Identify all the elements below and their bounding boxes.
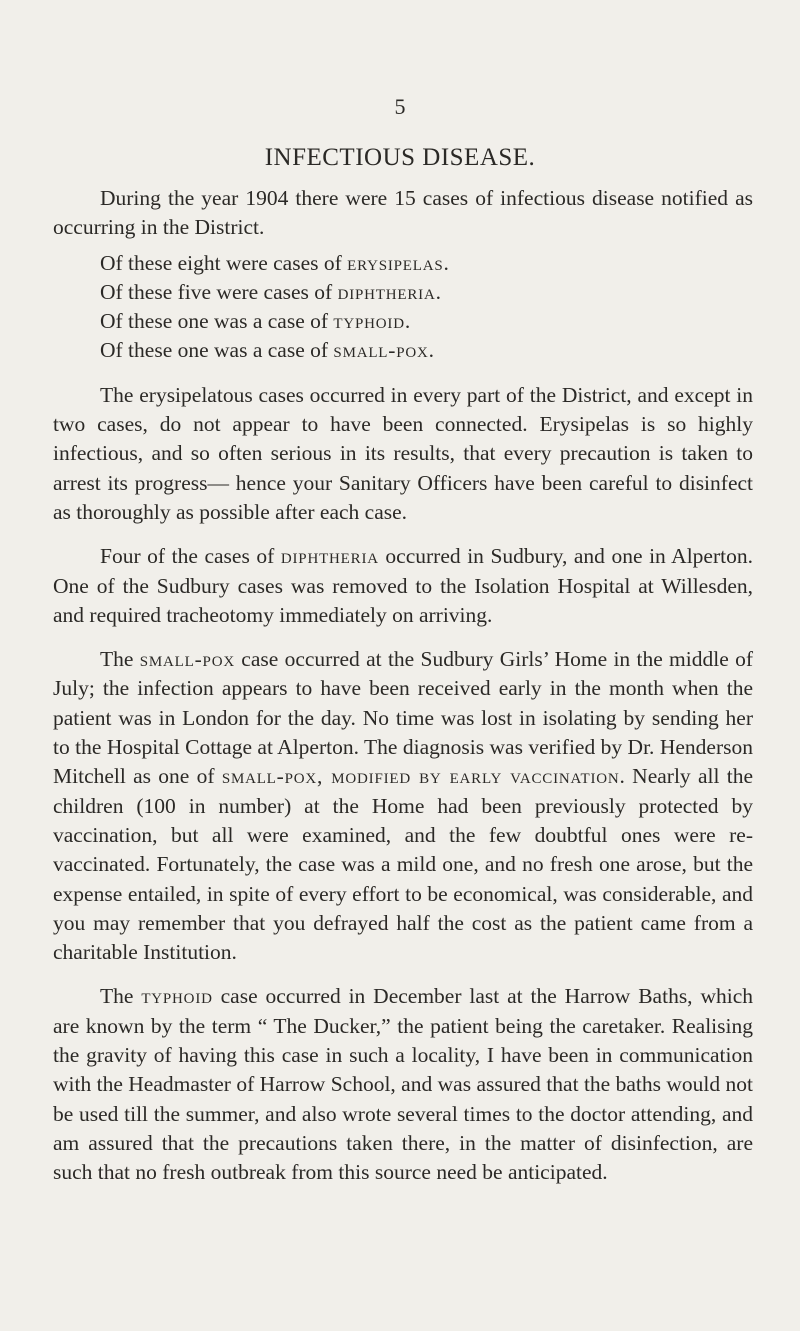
case-prefix: Of these eight were cases of (100, 250, 348, 275)
case-suffix: . (435, 279, 441, 304)
typhoid-paragraph (53, 982, 753, 1187)
case-prefix: Of these one was a case of (100, 338, 334, 363)
case-prefix: Of these one was a case of (100, 309, 334, 334)
case-suffix: . (428, 338, 435, 363)
case-prefix: Of these five were cases of (100, 279, 338, 304)
case-line-erysipelas (53, 249, 753, 278)
erysipelas-paragraph: The erysipelatous cases occurred in every part of the District, and except in two cases, do not appear to have been connected. Erysipelas is so highly infectious, and so often serious in its results, that every precaution is taken to arrest its progress— hence your Sanitary Officers have been careful to disinfect as thoroughly as possible after each case. (53, 382, 753, 524)
text-run: case occurred in December last at the Harrow Baths, which are known by the term “ The Ducker,” the patient being the caretaker. Realising the gravity of having this case in such a locality, I have been in communication with the Headmaster of Harrow School, and was assured that the baths would not be used till the summer, and also wrote several times to the doctor attending, and am assured that the precautions taken there, in the matter of disinfection, are such that no fresh outbreak from this source need be anticipated. (53, 984, 753, 1185)
case-line-diphtheria (53, 278, 753, 307)
text-run: case occurred at the Sudbury Girls’ Home in the middle of July; the infection appears to have been received early in the month when the patient was in London for the day. No time was lost in isolating by sending her to the Hospital Cottage at Alperton. The diagnosis was verified by Dr. Henderson Mitchell as one of (53, 647, 753, 789)
case-line-smallpox (53, 336, 753, 365)
text-run: . Nearly all the children (100 in number) at the Home had been previously protected by vaccination, but all were examined, and the few doubtful ones were re-vaccinated. Fortunately, the case was a mild one, and no fresh one arose, but the expense entailed, in spite of every effort to be economical, was considerable, and you may remember that you defrayed half the cost as the patient came from a charitable Institution. (53, 764, 753, 965)
page-title: INFECTIOUS DISEASE. (264, 144, 536, 171)
page-number: 5 (394, 94, 406, 119)
document-body (53, 184, 753, 1188)
disease-name: typhoid (141, 984, 213, 1009)
case-disease: small-pox (333, 338, 429, 363)
case-disease: erysipelas (347, 250, 444, 275)
disease-name: diphtheria (280, 544, 379, 569)
diphtheria-paragraph (53, 542, 753, 630)
smallpox-paragraph (53, 645, 753, 967)
case-line-typhoid (53, 307, 753, 336)
case-suffix: . (404, 309, 411, 334)
text-run: The (100, 647, 140, 672)
text-run: occurred in Sudbury, and one in Alperton. One of the Sudbury cases was removed to the Isolation Hospital at Willesden, and required tracheotomy immediately on arriving. (53, 544, 753, 627)
case-suffix: . (443, 250, 449, 275)
intro-paragraph: During the year 1904 there were 15 cases of infectious disease notified as occurring in the District. (53, 186, 753, 240)
text-run: Four of the cases of (100, 544, 281, 569)
diagnosis-name: small-pox, modified by early vaccination (221, 764, 620, 789)
case-disease: diphtheria (337, 279, 436, 304)
case-disease: typhoid (333, 309, 405, 334)
text-run: The (100, 984, 142, 1009)
disease-name: small-pox (139, 647, 235, 672)
